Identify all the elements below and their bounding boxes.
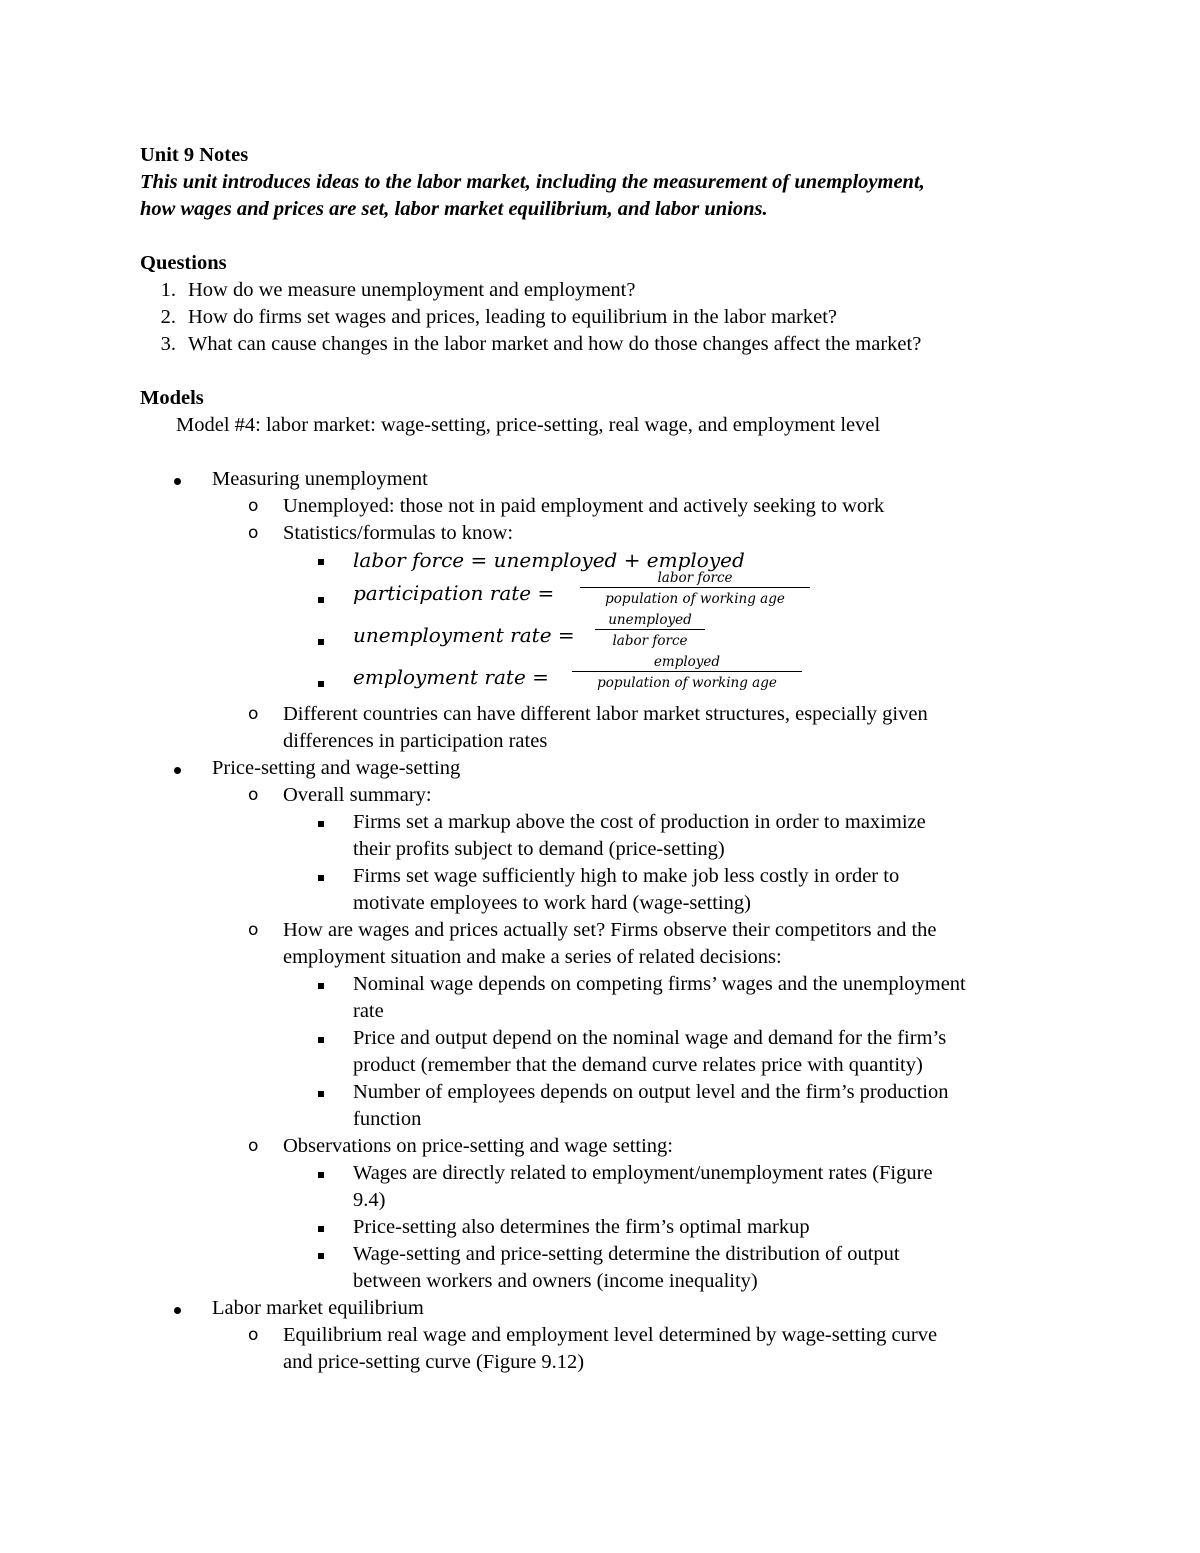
square-bullet-icon	[318, 983, 324, 989]
circle-bullet-icon: o	[248, 1136, 259, 1156]
circle-bullet-icon: o	[248, 785, 259, 805]
intro-text	[140, 169, 1080, 223]
sub-observations: o Observations on price-setting and wage setting:	[140, 1133, 1080, 1160]
models-heading: Models	[140, 387, 204, 409]
intro-line-2: how wages and prices are set, labor market equilibrium, and labor unions.	[140, 198, 768, 220]
model-line: Model #4: labor market: wage-setting, price-setting, real wage, and employment level	[176, 414, 881, 436]
square-bullet-icon	[318, 875, 324, 881]
square-bullet-icon	[318, 1253, 324, 1259]
circle-bullet-icon: o	[248, 523, 259, 543]
sub-how-set: o How are wages and prices actually set? Firms observe their competitors and the	[140, 917, 1080, 944]
how-item: Price and output depend on the nominal wage and demand for the firm’s	[140, 1025, 1080, 1052]
formula-labor-force: labor force = unemployed + employed	[140, 547, 1080, 575]
question-item: 1. How do we measure unemployment and employment?	[160, 279, 636, 301]
how-item-cont: product (remember that the demand curve relates price with quantity)	[353, 1054, 923, 1076]
square-bullet-icon	[318, 1091, 324, 1097]
summary-item-cont: motivate employees to work hard (wage-setting)	[353, 892, 751, 914]
sub-countries-cont: differences in participation rates	[283, 730, 548, 752]
sub-how-set-cont: employment situation and make a series of related decisions:	[283, 946, 782, 968]
sub-stats: o Statistics/formulas to know:	[140, 520, 1080, 547]
obs-item: Wages are directly related to employment/unemployment rates (Figure	[140, 1160, 1080, 1187]
question-item: 3. What can cause changes in the labor market and how do those changes affect the market?	[160, 333, 922, 355]
bullet-dot-icon	[174, 1307, 181, 1314]
square-bullet-icon	[318, 597, 324, 603]
formula-employment: employment rate = employed population of working age	[140, 659, 1080, 701]
square-bullet-icon	[318, 1226, 324, 1232]
square-bullet-icon	[318, 1037, 324, 1043]
circle-bullet-icon: o	[248, 496, 259, 516]
page-title: Unit 9 Notes	[140, 144, 249, 166]
fraction-participation: labor force population of working age	[580, 569, 810, 610]
summary-item-cont: their profits subject to demand (price-setting)	[353, 838, 725, 860]
obs-item-cont: between workers and owners (income inequality)	[353, 1270, 758, 1292]
square-bullet-icon	[318, 1172, 324, 1178]
how-item: Number of employees depends on output level and the firm’s production	[140, 1079, 1080, 1106]
formula-participation: participation rate = labor force population of working age	[140, 575, 1080, 617]
obs-item: Price-setting also determines the firm’s optimal markup	[140, 1214, 1080, 1241]
square-bullet-icon	[318, 821, 324, 827]
bullet-dot-icon	[174, 478, 181, 485]
bullet-price-wage: Price-setting and wage-setting	[140, 755, 1080, 782]
fraction-unemployment: unemployed labor force	[595, 611, 705, 652]
sub-unemployed-def: o Unemployed: those not in paid employment and actively seeking to work	[140, 493, 1080, 520]
bullet-equilibrium: Labor market equilibrium	[140, 1295, 1080, 1322]
formula-unemployment: unemployment rate = unemployed labor force	[140, 617, 1080, 659]
how-item-cont: rate	[353, 1000, 384, 1022]
questions-heading: Questions	[140, 252, 227, 274]
square-bullet-icon	[318, 681, 324, 687]
circle-bullet-icon: o	[248, 1325, 259, 1345]
question-item: 2. How do firms set wages and prices, leading to equilibrium in the labor market?	[160, 306, 837, 328]
notes-page	[140, 142, 1080, 1376]
how-item-cont: function	[353, 1108, 422, 1130]
summary-item: Firms set a markup above the cost of production in order to maximize	[140, 809, 1080, 836]
bullet-measuring: Measuring unemployment	[140, 466, 1080, 493]
summary-item: Firms set wage sufficiently high to make job less costly in order to	[140, 863, 1080, 890]
bullet-dot-icon	[174, 767, 181, 774]
intro-line-1: This unit introduces ideas to the labor market, including the measurement of unemployment,	[140, 171, 925, 193]
fraction-employment: employed population of working age	[572, 653, 802, 694]
circle-bullet-icon: o	[248, 920, 259, 940]
sub-equilibrium-cont: and price-setting curve (Figure 9.12)	[283, 1351, 585, 1373]
circle-bullet-icon: o	[248, 704, 259, 724]
obs-item: Wage-setting and price-setting determine the distribution of output	[140, 1241, 1080, 1268]
how-item: Nominal wage depends on competing firms’ wages and the unemployment	[140, 971, 1080, 998]
sub-equilibrium: o Equilibrium real wage and employment level determined by wage-setting curve	[140, 1322, 1080, 1349]
square-bullet-icon	[318, 639, 324, 645]
sub-countries: o Different countries can have different labor market structures, especially given	[140, 701, 1080, 728]
obs-item-cont: 9.4)	[353, 1189, 386, 1211]
square-bullet-icon	[318, 559, 324, 565]
sub-summary: o Overall summary:	[140, 782, 1080, 809]
